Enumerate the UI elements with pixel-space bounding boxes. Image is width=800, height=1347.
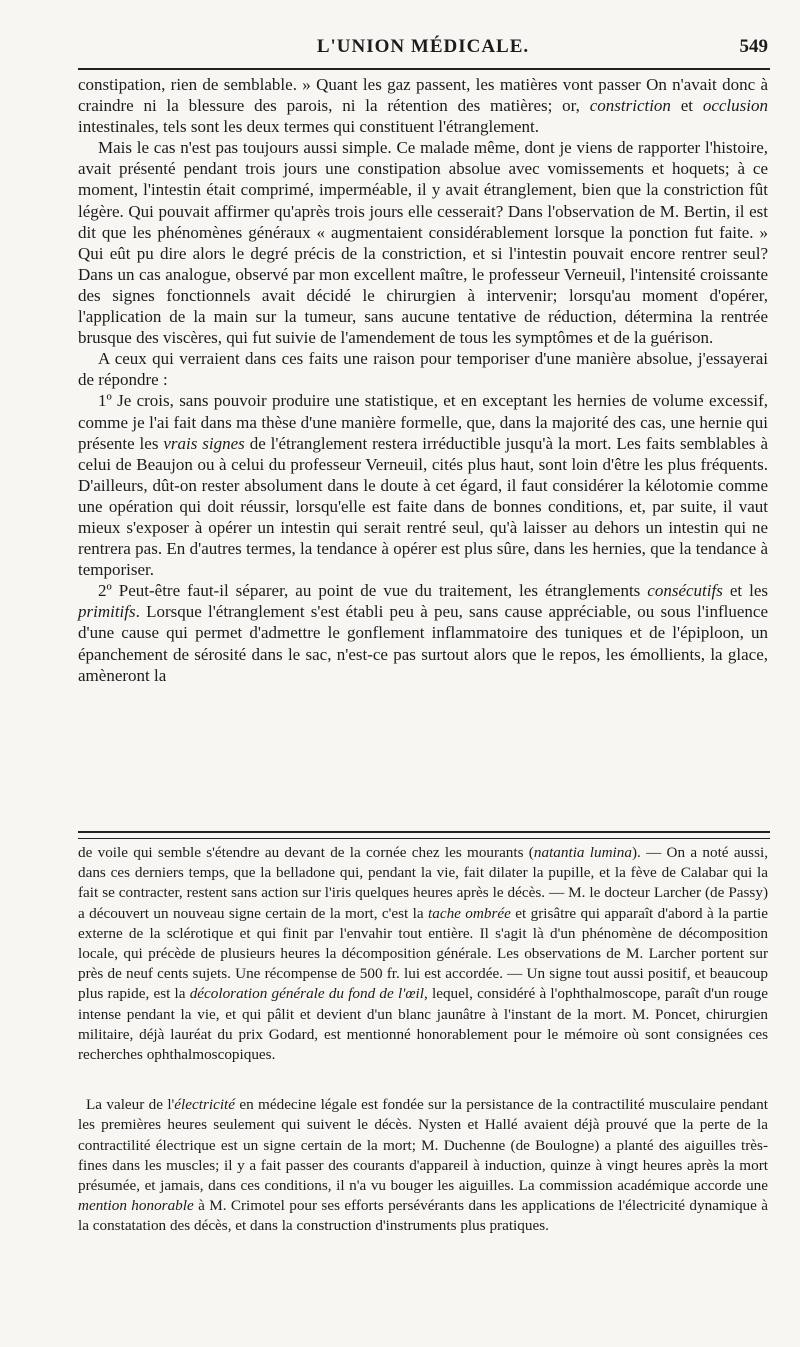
paragraph [78,348,768,390]
journal-title: L'UNION MÉDICALE. [316,36,530,57]
page-number: 549 [739,36,768,57]
italic-text: consécutifs [647,581,723,601]
text-run: Mais le cas n'est pas toujours aussi simple. Ce malade même, dont je viens de rapporter l'histoire, avait présenté pendant trois jours une constipation absolue avec vomissements et hoquets; à ce moment, l'intestin était comprimé, imperméable, il y avait étranglement, bien que la constriction fût légère. Qui pouvait affirmer qu'après trois jours elle cesserait? Dans l'observation de M. Bertin, il est dit que les phénomènes généraux « augmentaient considérablement lorsque la ponction fut faite. » Qui eût pu dire alors le degré précis de la constriction, et si l'intestin pouvait encore rentrer seul? Dans un cas analogue, observé par mon excellent maître, le professeur Verneuil, l'intensité croissante des signes fonctionnels avait décidé le chirurgien à intervenir; lorsqu'au moment d'opérer, l'application de la main sur la tumeur, sans aucune tentative de réduction, détermina la rentrée brusque des viscères, qui fut suivie de l'amendement de tous les symptômes et de la guérison. [78,138,768,348]
paragraph [78,580,768,685]
italic-text: occlusion [702,96,768,116]
paragraph [78,137,768,348]
text-run: ). — On a noté aussi, dans ces derniers temps, que la belladone qui, pendant la vie, fait dilater la pupille, et la fève de Calabar qui la fait se contracter, restent sans action sur l'iris quelques heures après le décès. — M. le docteur Larcher (de Passy) a découvert un nouveau signe certain de la mort, c'est la [78,844,768,922]
text-run: constipation, rien de semblable. » Quant les gaz passent, les matières vont passer On n'avait donc à craindre ni la blessure des parois, ni la rétention des matières; or, [78,75,768,116]
text-run: . Lorsque l'étranglement s'est établi peu à peu, sans cause appréciable, ou sous l'influence d'une cause qui permet d'admettre le gonflement inflammatoire des tuniques et de l'épiploon, un épanchement de sérosité dans le sac, n'est-ce pas surtout alors que le repos, les émollients, la glace, amèneront la [78,602,768,685]
text-run: de voile qui semble s'étendre au devant de la cornée chez les mourants ( [78,844,534,861]
paragraph [78,74,768,137]
text-run: en médecine légale est fondée sur la persistance de la contractilité musculaire pendant les premières heures seulement qui suivent le décès. Nysten et Hallé avaient déjà prouvé que la perte de la contractilité électrique est un signe certain de la mort; M. Duchenne (de Boulogne) a planté des aiguilles très-fines dans les muscles; il y a fait passer des courants d'appareil à induction, quinze à vingt heures après la mort présumée, et jamais, dans ces conditions, il n'a vu bouger les aiguilles. La commission académique accorde une [78,1096,768,1195]
text-run: à M. Crimotel pour ses efforts persévérants dans les applications de l'électricité dynamique à la constatation des décès, et dans la construction d'instruments plus pratiques. [78,1197,768,1235]
header-rule [78,68,770,70]
text-run: 1º Je crois, sans pouvoir produire une statistique, et en exceptant les hernies de volume excessif, comme je l'ai fait dans ma thèse d'une manière formelle, que, dans la majorité des cas, une hernie qui présente les [78,391,768,453]
text-run: A ceux qui verraient dans ces faits une raison pour temporiser d'une manière absolue, j'essayerai de répondre : [78,349,768,390]
running-header [78,26,768,66]
italic-text: constriction [589,96,671,116]
italic-text: natantia lumina [533,844,632,861]
footnote-paragraph [78,1095,768,1236]
main-text [78,74,768,686]
paragraph [78,390,768,580]
footnote-separator [78,831,770,839]
text-run: , lequel, considéré à l'ophthalmoscope, paraît d'un rouge intense pendant la vie, et qui pâlit et devient d'un blanc jaunâtre à l'instant de la mort. M. Poncet, chirurgien militaire, déjà lauréat du prix Godard, est mentionné honorablement pour le mémoire où sont consignées ces recherches ophthalmoscopiques. [78,985,768,1064]
text-run: et grisâtre qui apparaît d'abord à la partie externe de la sclérotique et qui finit par l'envahir tout entière. Il s'agit là d'un phénomène de décomposition locale, qui précède de plusieurs heures la décomposition générale. Les observations de M. Larcher portent sur près de neuf cents sujets. Une récompense de 500 fr. lui est accordée. — Un signe tout aussi positif, et beaucoup plus rapide, est la [78,904,769,1003]
text-run: La valeur de l' [86,1096,175,1114]
italic-text: tache ombrée [428,904,511,922]
text-run: 2º Peut-être faut-il séparer, au point de vue du traitement, les étranglements [98,581,648,601]
text-run: et [670,96,703,116]
italic-text: primitifs [78,602,136,622]
footnote-paragraph [78,843,768,1065]
italic-text: vrais signes [163,433,245,453]
footnotes [78,843,768,1237]
text-run: et les [722,581,768,601]
italic-text: mention honorable [78,1197,194,1215]
text-run: de l'étranglement restera irréductible jusqu'à la mort. Les faits semblables à celui de Beaujon ou à celui du professeur Verneuil, cités plus haut, sont loin d'être les plus fréquents. D'ailleurs, dût-on rester absolument dans le doute à cet égard, il faut considérer la kélotomie comme une opération qui doit réussir, lorsqu'elle est faite dans de bonnes conditions, et, par suite, il vaut mieux s'exposer à opérer un intestin qui serait rentré seul, qu'à laisser au dehors un intestin qui ne rentrera pas. En d'autres termes, la tendance à opérer est plus sûre, dans les hernies, que la tendance à temporiser. [78,433,769,580]
text-run: intestinales, tels sont les deux termes qui constituent l'étranglement. [78,117,540,137]
italic-text: électricité [174,1096,236,1114]
italic-text: décoloration générale du fond de l'œil [189,985,424,1003]
